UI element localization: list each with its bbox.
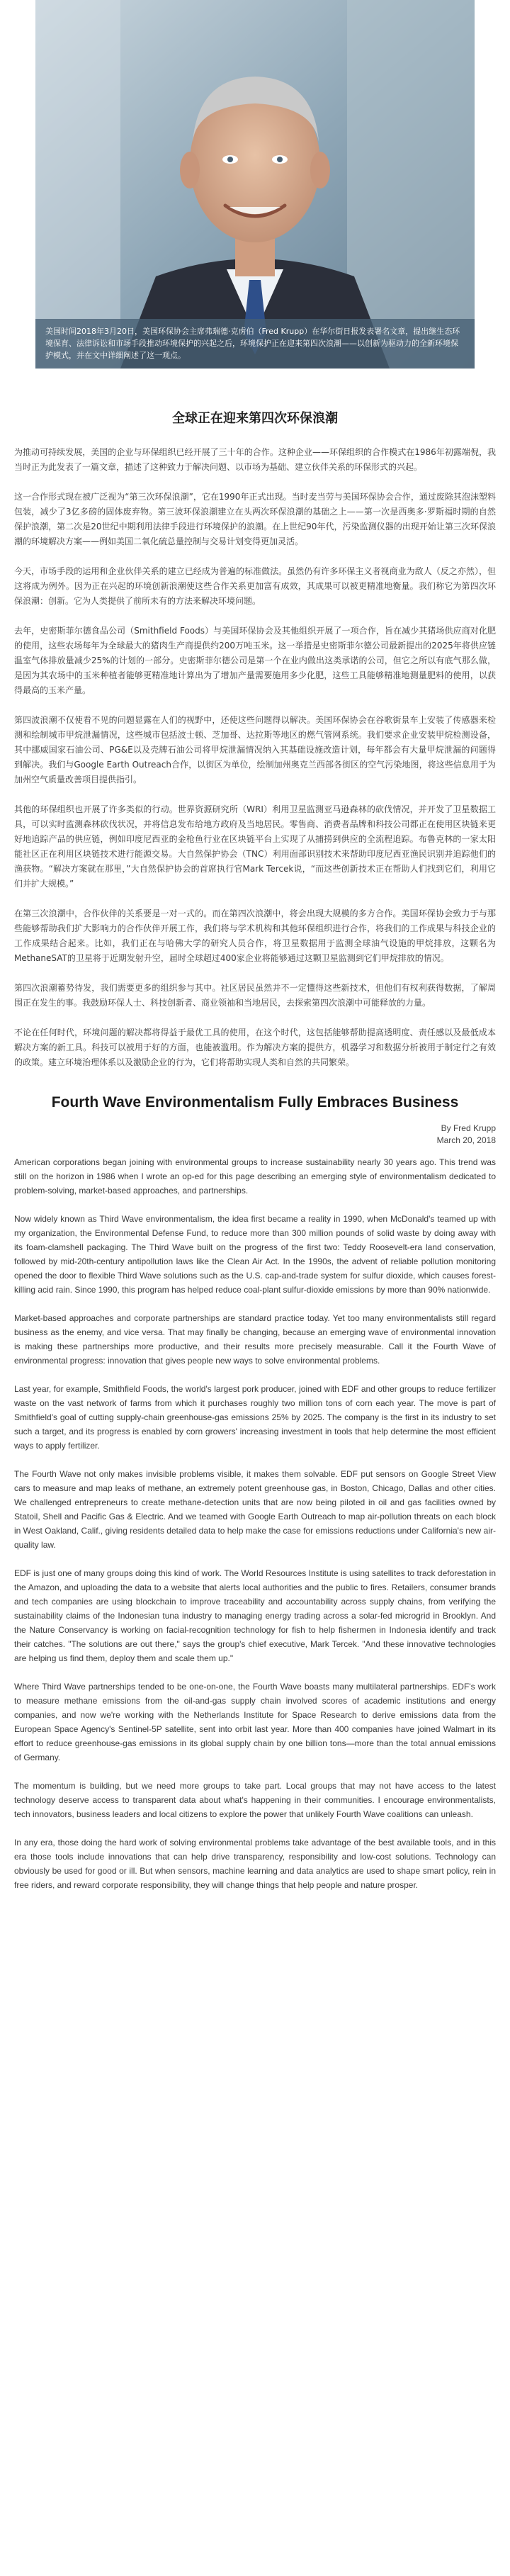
english-paragraph: The Fourth Wave not only makes invisible problems visible, it makes them solvable. EDF put sensors on Google Street View cars to measure and map leaks of methane, an extremely potent greenhouse gas, in Boston, Chicago, Dallas and other cities. We challenged entrepreneurs to create methane-detection units that are now being piloted in oil and gas facilities owned by Statoil, Shell and Pacific Gas & Electric. And we teamed with Google Earth Outreach to map air-pollution threats on each block in West Oakland, Calif., giving residents detailed data to help make the case for emissions reductions under California's new air-quality law.: [14, 1469, 496, 1550]
chinese-paragraph: 第四波浪潮不仅使看不见的问题显露在人们的视野中，还使这些问题得以解决。美国环保协会在谷歌街景车上安装了传感器来检测和绘制城市甲烷泄漏情况，这些城市包括波士顿、芝加哥、达拉斯等地区的燃气管网系统。我们要求企业安装甲烷检测设备，其中挪威国家石油公司、PG&E以及壳牌石油公司将甲烷泄漏情况纳入其基础设施改造计划，每年都会有大量甲烷泄漏的问题得到解决。我们与Google Earth Outreach合作，以街区为单位，绘制加州奥克兰西部各街区的空气污染地图，将这些信息用于为加州空气质量改善项目提供指引。: [14, 715, 496, 784]
english-paragraph: Last year, for example, Smithfield Foods, the world's largest pork producer, joined with EDF and other groups to reduce fertilizer waste on the vast network of farms from which it purchases roughly two million tons of corn each year. The move is part of Smithfield's goal of cutting supply-chain greenhouse-gas emissions 25% by 2025. The company is the first in its industry to set such a target, and its progress is enabled by corn growers' increasing investment in tools that help determine the most efficient ways to apply fertilizer.: [14, 1384, 496, 1451]
english-article-title: Fourth Wave Environmentalism Fully Embraces Business: [51, 1094, 459, 1110]
hero-photo: [35, 0, 475, 369]
english-paragraph: EDF is just one of many groups doing this kind of work. The World Resources Institute is using satellites to track deforestation in the Amazon, and uploading the data to a website that alerts local authorities and the public to fires. Retailers, consumer brands and tech companies are using blockchain to improve traceability and accountability across supply chains, from verifying the sustainability claims of the Indonesian tuna industry to managing energy trading across a solar-fed microgrid in Brooklyn. And the Nature Conservancy is working on facial-recognition technology for fish to help fishermen in Indonesia identify and track their catches. "The solutions are out there," says the group's chief executive, Mark Tercek. "And these innovative technologies are helping us find them, deploy them and scale them up.": [14, 1568, 496, 1663]
english-paragraph: Now widely known as Third Wave environmentalism, the idea first became a reality in 1990, when McDonald's teamed up with my organization, the Environmental Defense Fund, to reduce more than 300 million pounds of solid waste by doing away with its foam-clamshell packaging. The Third Wave built on the progress of the first two: Teddy Roosevelt-era land conservation, followed by mid-20th-century antipollution laws like the Clean Air Act. In the 1990s, the advent of reliable pollution monitoring opened the door to flexible Third Wave solutions such as the U.S. cap-and-trade system for sulfur dioxide, which causes forest-killing acid rain. Since 1990, this program has helped reduce coal-plant sulfur-dioxide emissions by more than 90% nationwide.: [14, 1214, 496, 1295]
chinese-article-body: [14, 445, 496, 1070]
portrait-image: [35, 0, 475, 369]
chinese-paragraph: 在第三次浪潮中，合作伙伴的关系要是一对一式的。而在第四次浪潮中，将会出现大规模的多方合作。美国环保协会致力于与那些能够帮助我们扩大影响力的合作伙伴开展工作，我们将与学术机构和其他环保组织进行合作，将我们的工作成果与科技企业的工作成果结合起来。比如，我们正在与哈佛大学的研究人员合作，将卫星数据用于监测全球油气设施的甲烷排放，这颗名为MethaneSAT的卫星将于近期发射升空，届时全球超过400家企业将能够通过这颗卫星监测到它们甲烷排放的情况。: [14, 909, 496, 963]
publish-date: March 20, 2018: [436, 1135, 496, 1145]
english-paragraph: In any era, those doing the hard work of solving environmental problems take advantage of the best available tools, and in this era those tools include innovations that can help drive transparency, responsibility and low-cost solutions. Technology can obviously be used for good or ill. But when sensors, machine learning and data analytics are used to shape smart policy, rein in free riders, and reward corporate responsibility, they will change things that help people and nature prosper.: [14, 1838, 496, 1890]
english-paragraph: American corporations began joining with environmental groups to increase sustainability nearly 30 years ago. This trend was still on the horizon in 1986 when I wrote an op-ed for this page describing an emerging style of environmentalism dedicated to problem-solving, market-based approaches, and partnerships.: [14, 1157, 496, 1196]
chinese-paragraph: 为推动可持续发展，美国的企业与环保组织已经开展了三十年的合作。这种企业——环保组织的合作模式在1986年初露端倪，我当时正为此发表了一篇文章，描述了这种致力于解决问题、以市场为基础、建立伙伴关系的环保形式的兴起。: [14, 447, 496, 472]
byline: [14, 1123, 496, 1147]
chinese-paragraph: 这一合作形式现在被广泛视为“第三次环保浪潮”，它在1990年正式出现。当时麦当劳与美国环保协会合作，通过废除其泡沫塑料包装，减少了3亿多磅的固体废弃物。第三波环保浪潮建立在头两次环保浪潮的基础之上——第一次是西奥多·罗斯福时期的自然保护浪潮，第二次是20世纪中期利用法律手段进行环境保护的浪潮。在上世纪90年代，污染监测仪器的出现开始让第三次环保浪潮的环境解决方案——例如美国二氧化硫总量控制与交易计划变得更加灵活。: [14, 492, 496, 546]
chinese-paragraph: 其他的环保组织也开展了许多类似的行动。世界资源研究所（WRI）利用卫星监测亚马逊森林的砍伐情况，并开发了卫星数据工具，可以实时监测森林砍伐状况，并将信息发布给地方政府及当地居民。零售商、消费者品牌和科技公司都正在使用区块链来更好地追踪产品的供应链，例如印度尼西亚的金枪鱼行业在区块链平台上实现了从捕捞到供应的全流程追踪。布鲁克林的一家太阳能社区正在利用区块链技术进行能源交易。大自然保护协会（TNC）利用面部识别技术来帮助印度尼西亚渔民识别并追踪他们的渔获物。“解决方案就在那里，”大自然保护协会的首席执行官Mark Tercek说，“而这些创新技术正在帮助人们找到它们，利用它们并扩大规模。”: [14, 804, 496, 889]
chinese-paragraph: 第四次浪潮蓄势待发，我们需要更多的组织参与其中。社区居民虽然并不一定懂得这些新技术，但他们有权利获得数据，了解周围正在发生的事。我鼓励环保人士、科技创新者、商业领袖和当地居民，去探索第四次浪潮中可能释放的力量。: [14, 983, 496, 1008]
english-paragraph: Market-based approaches and corporate partnerships are standard practice today. Yet too many environmentalists still regard business as the enemy, and vice versa. That may finally be changing, because an emerging wave of environmental innovation is making these partnerships more productive, and their results more precisely measurable. Call it the Fourth Wave of environmental progress: innovation that gives people new ways to solve environmental problems.: [14, 1313, 496, 1366]
chinese-paragraph: 去年，史密斯菲尔德食品公司（Smithfield Foods）与美国环保协会及其他组织开展了一项合作，旨在减少其猪场供应商对化肥的使用，这些农场每年为全球最大的猪肉生产商提供约200万吨玉米。这一举措是史密斯菲尔德公司最新提出的2025年将供应链温室气体排放量减少25%的计划的一部分。史密斯菲尔德公司是第一个在业内做出这类承诺的公司，但它之所以有底气那么做，是因为其农场中的玉米种植者能够更精准地计算出为了增加产量需要施用多少化肥，这些工具能够精准地测量肥料的使用，以获得最高的玉米产量。: [14, 626, 496, 695]
english-paragraph: Where Third Wave partnerships tended to be one-on-one, the Fourth Wave boasts many multilateral partnerships. EDF's work to measure methane emissions from the oil-and-gas supply chain involved scores of academic institutions and energy companies, and now we're working with the Netherlands Institute for Space Research to derive emissions data from the European Space Agency's Sentinel-5P satellite, sent into orbit last year. More than 400 companies have joined Walmart in its effort to reduce greenhouse-gas emissions in its global supply chain by one billion tons—more than the total annual emissions of Germany.: [14, 1682, 496, 1762]
author-name: By Fred Krupp: [441, 1123, 496, 1133]
chinese-paragraph: 今天，市场手段的运用和企业伙伴关系的建立已经成为普遍的标准做法。虽然仍有许多环保主义者视商业为敌人（反之亦然），但这将成为例外。因为正在兴起的环境创新浪潮使这些合作关系更加富有成效，其成果可以被更精准地衡量。我们称它为第四次环保浪潮：创新。它为人类提供了前所未有的方法来解决环境问题。: [14, 566, 496, 606]
chinese-paragraph: 不论在任何时代，环境问题的解决都将得益于最优工具的使用，在这个时代，这包括能够帮助提高透明度、责任感以及最低成本解决方案的新工具。科技可以被用于好的方面，也能被滥用。作为解决方案的提供方，机器学习和数据分析被用于制定行之有效的政策。建立环境治理体系以及激励企业的行为，它们将帮助实现人类和自然的共同繁荣。: [14, 1028, 496, 1067]
chinese-article-title: 全球正在迎来第四次环保浪潮: [172, 411, 338, 426]
english-article-body: [14, 1155, 496, 1892]
photo-caption: 美国时间2018年3月20日，美国环保协会主席弗瑞德·克虏伯（Fred Krupp）在华尔街日报发表署名文章，提出继生态环境保育、法律诉讼和市场手段推动环境保护的兴起之后，环境保护正在迎来第四次浪潮——以创新为驱动力的全新环境保护模式，并在文中详细阐述了这一观点。: [35, 319, 475, 369]
english-paragraph: The momentum is building, but we need more groups to take part. Local groups that may not have access to the latest technology deserve access to transparent data about what's happening in their communities. I encourage environmentalists, tech innovators, business leaders and local citizens to explore the power that unlikely Fourth Wave coalitions can unleash.: [14, 1781, 496, 1819]
